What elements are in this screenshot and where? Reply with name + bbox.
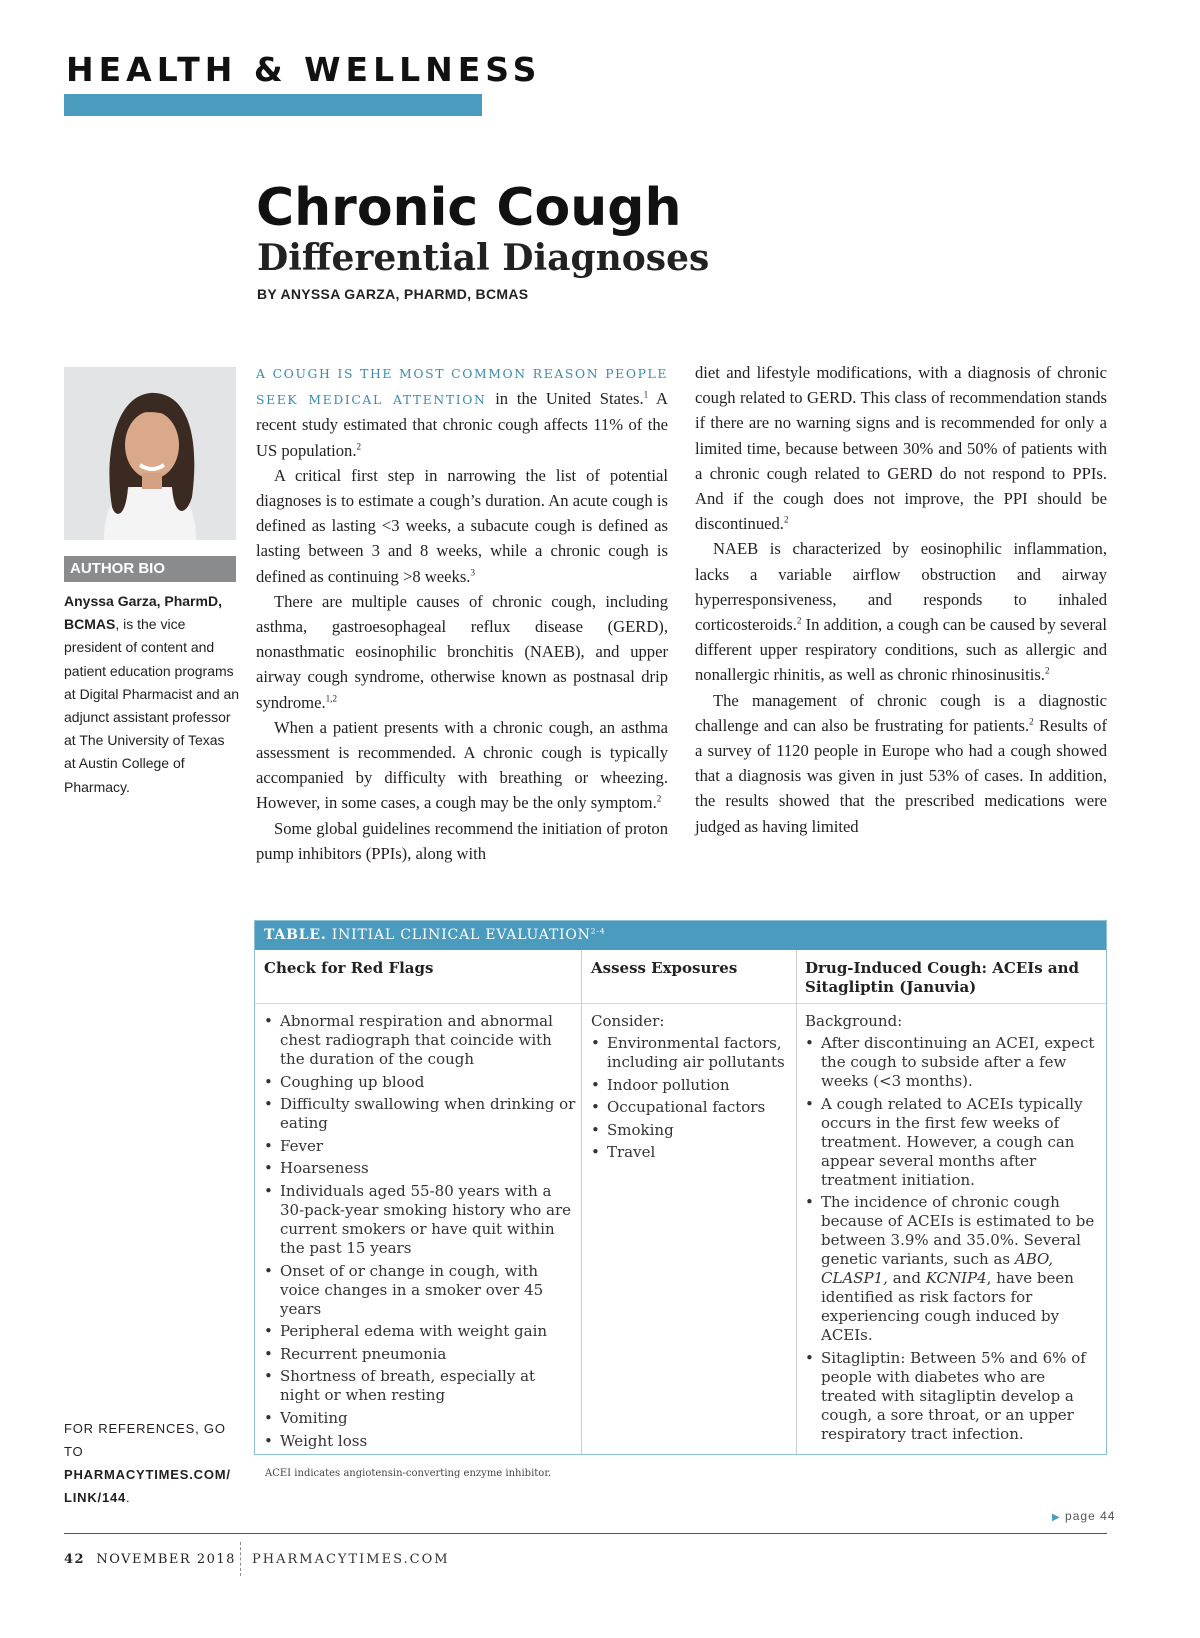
continued-text: page 44 <box>1065 1509 1116 1523</box>
author-photo <box>64 367 236 540</box>
paragraph-text: Results of a survey of 1120 people in Europe who had a cough showed that a diagnosis was given in just 53% of cases. In addition, the results showed that the prescribed medications were judged as having limited <box>695 715 1107 836</box>
list-item: • Peripheral edema with weight gain <box>264 1322 576 1341</box>
paragraph-4 <box>256 715 668 816</box>
list-item: • A cough related to ACEIs typically occurs in the first few weeks of treatment. However, a cough can appear several months after treatment initiation. <box>805 1095 1095 1190</box>
citation: 2 <box>1044 665 1050 676</box>
list-item-text: The incidence of chronic cough because of ACEIs is estimated to be between 3.9% and 35.0%. Several genetic variants, such as <box>821 1193 1095 1269</box>
paragraph-2 <box>256 463 668 589</box>
paragraph-5 <box>256 816 668 866</box>
red-flags-list <box>264 1012 576 1451</box>
references-label: FOR REFERENCES, GO TO <box>64 1421 226 1459</box>
exposures-cell <box>591 1012 791 1166</box>
byline: BY ANYSSA GARZA, PHARMD, BCMAS <box>257 286 529 302</box>
list-item: • Weight loss <box>264 1432 576 1451</box>
article-column-1 <box>256 360 668 866</box>
gene-name: KCNIP4 <box>925 1269 987 1288</box>
drug-induced-cell <box>805 1012 1095 1447</box>
paragraph-7 <box>695 688 1107 839</box>
red-flags-cell <box>264 1012 576 1454</box>
paragraph-text: There are multiple causes of chronic cough, including asthma, gastroesophageal reflux disease (GERD), nonasthmatic eosinophilic bronchitis (NAEB), and upper airway cough syndrome, otherwise known as postnasal drip syndrome. <box>256 591 668 712</box>
column-divider <box>581 950 582 1454</box>
paragraph-5-continued <box>695 360 1107 536</box>
column-divider <box>796 950 797 1454</box>
author-bio-description: , is the vice president of content and patient education programs at Digital Pharmacist and an adjunct assistant professor at The University of Texas at Austin College of Pharmacy. <box>64 616 240 795</box>
header-divider <box>255 1003 1106 1004</box>
footer-page-info <box>64 1552 236 1567</box>
footer-separator <box>240 1542 241 1576</box>
table-title-text: INITIAL CLINICAL EVALUATION <box>326 927 591 943</box>
references-link[interactable]: PHARMACYTIMES.COM/ LINK/144 <box>64 1467 231 1505</box>
list-item: • Abnormal respiration and abnormal chest radiograph that coincide with the duration of the cough <box>264 1012 576 1069</box>
gene-names: ABO, CLASP1, <box>821 1250 1054 1288</box>
list-item: • Vomiting <box>264 1409 576 1428</box>
footer-site: PHARMACYTIMES.COM <box>252 1552 450 1567</box>
col-header-drug-induced: Drug-Induced Cough: ACEIs and Sitagliptin (Januvia) <box>805 959 1080 996</box>
list-item: • Recurrent pneumonia <box>264 1345 576 1364</box>
list-item: • Smoking <box>591 1121 791 1140</box>
footer-rule <box>64 1533 1107 1534</box>
continued-indicator[interactable] <box>1052 1509 1115 1523</box>
article-title: Chronic Cough <box>256 178 682 238</box>
list-item: • Hoarseness <box>264 1159 576 1178</box>
list-item: • Environmental factors, including air pollutants <box>591 1034 791 1072</box>
drug-list <box>805 1034 1095 1444</box>
lead-in: A COUGH IS THE MOST COMMON REASON PEOPLE SEEK MEDICAL ATTENTION <box>256 366 668 408</box>
list-item-text: and <box>887 1269 926 1288</box>
citation: 1 <box>643 389 649 400</box>
citation: 3 <box>470 567 475 578</box>
list-item: • Shortness of breath, especially at night or when resting <box>264 1367 576 1405</box>
citation: 2 <box>656 793 662 804</box>
paragraph-text: Some global guidelines recommend the initiation of proton pump inhibitors (PPIs), along with <box>256 818 668 863</box>
paragraph-text: When a patient presents with a chronic cough, an asthma assessment is recommended. A chronic cough is typically accompanied by difficulty with breathing or wheezing. However, in some cases, a cough may be the only symptom. <box>256 717 668 813</box>
paragraph-text: The management of chronic cough is a diagnostic challenge and can also be frustrating for patients. <box>695 690 1107 735</box>
table-footnote: ACEI indicates angiotensin-converting enzyme inhibitor. <box>265 1468 552 1479</box>
list-item: • Sitagliptin: Between 5% and 6% of people with diabetes who are treated with sitagliptin develop a cough, a sore throat, or an upper respiratory tract infection. <box>805 1349 1095 1444</box>
exposures-intro: Consider: <box>591 1012 665 1030</box>
drug-intro: Background: <box>805 1012 903 1030</box>
section-label: HEALTH & WELLNESS <box>66 50 542 89</box>
list-item: • Difficulty swallowing when drinking or eating <box>264 1095 576 1133</box>
paragraph-text: in the United States. <box>486 389 644 409</box>
table-label: TABLE. <box>264 927 327 943</box>
list-item: • Fever <box>264 1137 576 1156</box>
paragraph-3 <box>256 589 668 715</box>
citation: 2-4 <box>590 926 606 936</box>
article-column-2 <box>695 360 1107 839</box>
citation: 2 <box>796 615 802 626</box>
paragraph-text: A recent study estimated that chronic cough affects 11% of the US population. <box>256 389 668 460</box>
col-header-exposures: Assess Exposures <box>591 959 738 977</box>
citation: 2 <box>1029 716 1034 727</box>
list-item: • After discontinuing an ACEI, expect the cough to subside after a few weeks (<3 months). <box>805 1034 1095 1091</box>
citation: 2 <box>356 441 362 452</box>
author-bio-heading: AUTHOR BIO <box>64 556 236 582</box>
author-portrait-image <box>64 367 236 540</box>
author-name: Anyssa Garza, PharmD, BCMAS <box>64 593 222 633</box>
section-accent-bar <box>64 94 482 116</box>
col-header-red-flags: Check for Red Flags <box>264 959 434 977</box>
paragraph-text: In addition, a cough can be caused by several different upper respiratory conditions, such as allergic and nonallergic rhinitis, as well as chronic rhinosinusitis. <box>695 615 1107 685</box>
paragraph-1 <box>256 360 668 463</box>
references-period: . <box>126 1490 131 1505</box>
arrow-right-icon: ▶ <box>1052 1512 1061 1523</box>
paragraph-text: diet and lifestyle modifications, with a diagnosis of chronic cough related to GERD. This class of recommendation stands if there are no warning signs and is recommended for only a limited time, because between 30% and 50% of patients with a chronic cough related to GERD do not respond to PPIs. And if the cough does not improve, the PPI should be discontinued. <box>695 363 1107 534</box>
citation: 2 <box>783 514 789 525</box>
paragraph-6 <box>695 536 1107 687</box>
citation: 1,2 <box>325 693 337 704</box>
references-note <box>64 1417 240 1509</box>
list-item: • Occupational factors <box>591 1098 791 1117</box>
list-item: • Indoor pollution <box>591 1076 791 1095</box>
exposures-list <box>591 1034 791 1162</box>
paragraph-text: NAEB is characterized by eosinophilic inflammation, lacks a variable airflow obstruction and airway hyperresponsiveness, and responds to inhaled corticosteroids. <box>695 539 1107 635</box>
list-item: • Travel <box>591 1143 791 1162</box>
list-item: • Onset of or change in cough, with voice changes in a smoker over 45 years <box>264 1262 576 1319</box>
author-bio <box>64 590 240 799</box>
page-number: 42 <box>64 1552 86 1567</box>
list-item-text: , have been identified as risk factors for experiencing cough induced by ACEIs. <box>821 1269 1074 1345</box>
issue-date: NOVEMBER 2018 <box>96 1552 236 1567</box>
table-title <box>255 921 1106 950</box>
article-subtitle: Differential Diagnoses <box>257 237 710 279</box>
list-item: • Coughing up blood <box>264 1073 576 1092</box>
list-item: • Individuals aged 55-80 years with a 30-pack-year smoking history who are current smokers or have quit within the past 15 years <box>264 1182 576 1258</box>
paragraph-text: A critical first step in narrowing the list of potential diagnoses is to estimate a cough’s duration. An acute cough is defined as lasting <3 weeks, a subacute cough is defined as lasting between 3 and 8 weeks, while a chronic cough is defined as continuing >8 weeks. <box>256 465 668 586</box>
list-item <box>805 1193 1095 1345</box>
